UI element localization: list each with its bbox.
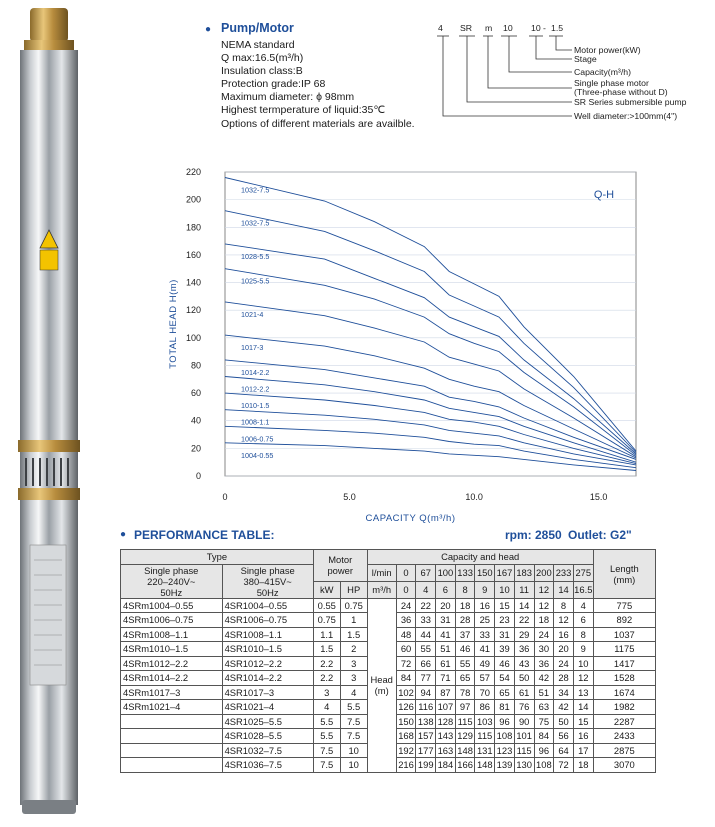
head-cell: 130 bbox=[514, 758, 534, 773]
head-label: Head (m) bbox=[367, 598, 396, 772]
y-tick-label: 20 bbox=[190, 443, 201, 454]
curve-label: 1008-1.1 bbox=[241, 417, 270, 427]
length-cell: 1528 bbox=[593, 671, 655, 686]
head-cell: 126 bbox=[396, 700, 416, 715]
head-cell: 77 bbox=[416, 671, 436, 686]
kw-cell: 1.5 bbox=[313, 642, 340, 657]
head-cell: 199 bbox=[416, 758, 436, 773]
head-cell: 94 bbox=[416, 685, 436, 700]
head-cell: 46 bbox=[455, 642, 475, 657]
head-cell: 57 bbox=[475, 671, 495, 686]
head-cell: 24 bbox=[554, 656, 574, 671]
head-cell: 65 bbox=[455, 671, 475, 686]
head-cell: 37 bbox=[455, 627, 475, 642]
three-phase-model: 4SR1025–5.5 bbox=[222, 714, 313, 729]
head-cell: 33 bbox=[475, 627, 495, 642]
spec-line: Highest termperature of liquid:35℃ bbox=[221, 104, 386, 117]
head-cell: 76 bbox=[514, 700, 534, 715]
y-axis-label: TOTAL HEAD H(m) bbox=[168, 279, 179, 369]
m3h-cell: 8 bbox=[455, 581, 475, 598]
kw-cell: 5.5 bbox=[313, 729, 340, 744]
qh-curve-chart bbox=[160, 160, 660, 530]
x-tick-label: 15.0 bbox=[589, 492, 608, 502]
head-cell: 22 bbox=[514, 613, 534, 628]
three-phase-model: 4SR1036–7.5 bbox=[222, 758, 313, 773]
head-cell: 16 bbox=[554, 627, 574, 642]
code-part: 10 bbox=[531, 23, 541, 33]
head-cell: 12 bbox=[554, 613, 574, 628]
y-tick-label: 220 bbox=[185, 167, 201, 177]
lmin-cell: 200 bbox=[534, 564, 554, 581]
head-cell: 29 bbox=[514, 627, 534, 642]
head-cell: 16 bbox=[573, 729, 593, 744]
lmin-cell: 100 bbox=[436, 564, 456, 581]
single-phase-model bbox=[121, 714, 223, 729]
length-cell: 2433 bbox=[593, 729, 655, 744]
head-cell: 17 bbox=[573, 743, 593, 758]
head-cell: 15 bbox=[573, 714, 593, 729]
code-label: Well diameter:>100mm(4") bbox=[574, 111, 678, 121]
curve-label: 1010-1.5 bbox=[241, 401, 270, 411]
head-cell: 30 bbox=[534, 642, 554, 657]
curve-label: 1032-7.5 bbox=[241, 218, 270, 228]
lmin-cell: 67 bbox=[416, 564, 436, 581]
head-cell: 64 bbox=[554, 743, 574, 758]
x-tick-label: 5.0 bbox=[343, 492, 356, 502]
head-cell: 103 bbox=[475, 714, 495, 729]
head-cell: 8 bbox=[573, 627, 593, 642]
head-cell: 115 bbox=[475, 729, 495, 744]
head-cell: 18 bbox=[534, 613, 554, 628]
head-cell: 22 bbox=[416, 598, 436, 613]
head-cell: 41 bbox=[436, 627, 456, 642]
head-cell: 28 bbox=[554, 671, 574, 686]
hp-cell: 4 bbox=[340, 685, 367, 700]
head-cell: 66 bbox=[416, 656, 436, 671]
kw-cell: 3 bbox=[313, 685, 340, 700]
code-label: Stage bbox=[574, 54, 597, 64]
three-phase-model: 4SR1006–0.75 bbox=[222, 613, 313, 628]
y-tick-label: 80 bbox=[190, 360, 201, 371]
lmin-cell: 133 bbox=[455, 564, 475, 581]
head-cell: 36 bbox=[534, 656, 554, 671]
head-cell: 49 bbox=[475, 656, 495, 671]
three-phase-model: 4SR1004–0.55 bbox=[222, 598, 313, 613]
performance-header bbox=[120, 528, 655, 546]
code-part: 10 bbox=[503, 23, 513, 33]
head-cell: 18 bbox=[573, 758, 593, 773]
y-tick-label: 140 bbox=[185, 277, 201, 288]
code-part: 4 bbox=[438, 23, 443, 33]
hp-cell: 7.5 bbox=[340, 714, 367, 729]
bullet-icon: ● bbox=[120, 529, 127, 540]
type-header: Type bbox=[121, 550, 314, 565]
head-cell: 6 bbox=[573, 613, 593, 628]
curve-label: 1032-7.5 bbox=[241, 185, 270, 195]
pump-outlet bbox=[30, 8, 68, 42]
lmin-cell: 183 bbox=[514, 564, 534, 581]
spec-title: Pump/Motor bbox=[221, 21, 294, 35]
spec-line: Options of different materials are availble. bbox=[221, 117, 415, 130]
kw-header: kW bbox=[313, 581, 340, 598]
head-cell: 51 bbox=[534, 685, 554, 700]
head-cell: 39 bbox=[495, 642, 515, 657]
head-cell: 4 bbox=[573, 598, 593, 613]
head-cell: 157 bbox=[416, 729, 436, 744]
head-cell: 55 bbox=[416, 642, 436, 657]
length-header: Length (mm) bbox=[593, 550, 655, 599]
m3h-cell: 16.5 bbox=[573, 581, 593, 598]
head-cell: 84 bbox=[396, 671, 416, 686]
head-cell: 184 bbox=[436, 758, 456, 773]
kw-cell: 7.5 bbox=[313, 758, 340, 773]
lmin-cell: 275 bbox=[573, 564, 593, 581]
single-phase-model bbox=[121, 729, 223, 744]
head-cell: 108 bbox=[534, 758, 554, 773]
head-cell: 123 bbox=[495, 743, 515, 758]
m3h-cell: 12 bbox=[534, 581, 554, 598]
head-cell: 131 bbox=[475, 743, 495, 758]
chart-title: Q-H bbox=[593, 189, 615, 201]
model-code-legend bbox=[425, 20, 715, 130]
hp-cell: 10 bbox=[340, 743, 367, 758]
spec-line: NEMA standard bbox=[221, 39, 295, 51]
m3h-cell: 14 bbox=[554, 581, 574, 598]
curve-label: 1006-0.75 bbox=[241, 434, 274, 444]
hp-cell: 1 bbox=[340, 613, 367, 628]
head-cell: 33 bbox=[416, 613, 436, 628]
performance-table-body bbox=[121, 598, 656, 772]
kw-cell: 4 bbox=[313, 700, 340, 715]
head-cell: 36 bbox=[396, 613, 416, 628]
head-cell: 31 bbox=[436, 613, 456, 628]
hp-header: HP bbox=[340, 581, 367, 598]
head-cell: 75 bbox=[534, 714, 554, 729]
head-cell: 102 bbox=[396, 685, 416, 700]
m3h-cell: 4 bbox=[416, 581, 436, 598]
hp-cell: 1.5 bbox=[340, 627, 367, 642]
head-cell: 70 bbox=[475, 685, 495, 700]
head-cell: 168 bbox=[396, 729, 416, 744]
submersible-pump-illustration bbox=[0, 0, 100, 827]
code-label: SR Series submersible pump bbox=[574, 97, 687, 107]
m3h-cell: 11 bbox=[514, 581, 534, 598]
head-cell: 86 bbox=[475, 700, 495, 715]
three-phase-model: 4SR1021–4 bbox=[222, 700, 313, 715]
head-cell: 14 bbox=[514, 598, 534, 613]
head-cell: 148 bbox=[475, 758, 495, 773]
kw-cell: 2.2 bbox=[313, 656, 340, 671]
spec-line: Insulation class:B bbox=[221, 65, 303, 78]
head-cell: 14 bbox=[573, 700, 593, 715]
length-cell: 2287 bbox=[593, 714, 655, 729]
head-cell: 87 bbox=[436, 685, 456, 700]
head-cell: 18 bbox=[455, 598, 475, 613]
head-cell: 43 bbox=[514, 656, 534, 671]
head-cell: 139 bbox=[495, 758, 515, 773]
hp-cell: 0.75 bbox=[340, 598, 367, 613]
length-cell: 775 bbox=[593, 598, 655, 613]
head-cell: 96 bbox=[534, 743, 554, 758]
head-cell: 50 bbox=[514, 671, 534, 686]
length-cell: 1175 bbox=[593, 642, 655, 657]
pump-intake-screen bbox=[20, 452, 78, 490]
head-cell: 101 bbox=[514, 729, 534, 744]
kw-cell: 5.5 bbox=[313, 714, 340, 729]
performance-table bbox=[120, 549, 656, 773]
plot-area bbox=[225, 172, 636, 476]
head-cell: 65 bbox=[495, 685, 515, 700]
head-cell: 34 bbox=[554, 685, 574, 700]
y-tick-label: 180 bbox=[185, 222, 201, 233]
code-label: (Three-phase without D) bbox=[574, 87, 668, 97]
lmin-cell: 0 bbox=[396, 564, 416, 581]
head-cell: 42 bbox=[534, 671, 554, 686]
head-cell: 25 bbox=[475, 613, 495, 628]
length-cell: 2875 bbox=[593, 743, 655, 758]
curve-label: 1014-2.2 bbox=[241, 367, 270, 377]
head-cell: 28 bbox=[455, 613, 475, 628]
curve-label: 1028-5.5 bbox=[241, 251, 270, 261]
head-cell: 72 bbox=[396, 656, 416, 671]
head-cell: 115 bbox=[514, 743, 534, 758]
spec-line: Protection grade:IP 68 bbox=[221, 78, 326, 91]
head-cell: 20 bbox=[436, 598, 456, 613]
code-part: m bbox=[485, 23, 493, 33]
head-cell: 50 bbox=[554, 714, 574, 729]
y-tick-label: 0 bbox=[195, 471, 201, 481]
performance-title: PERFORMANCE TABLE: bbox=[134, 528, 275, 542]
y-tick-label: 60 bbox=[190, 388, 201, 399]
head-cell: 177 bbox=[416, 743, 436, 758]
head-cell: 107 bbox=[436, 700, 456, 715]
head-cell: 61 bbox=[514, 685, 534, 700]
head-cell: 55 bbox=[455, 656, 475, 671]
motor-power-header: Motor power bbox=[313, 550, 367, 582]
head-cell: 148 bbox=[455, 743, 475, 758]
single-phase-model: 4SRm1010–1.5 bbox=[121, 642, 223, 657]
single-phase-model: 4SRm1008–1.1 bbox=[121, 627, 223, 642]
head-cell: 81 bbox=[495, 700, 515, 715]
head-cell: 41 bbox=[475, 642, 495, 657]
head-cell: 20 bbox=[554, 642, 574, 657]
rpm-label: rpm: 2850 bbox=[505, 528, 562, 542]
spec-line: Maximum diameter: ϕ 98mm bbox=[221, 91, 355, 104]
head-cell: 56 bbox=[554, 729, 574, 744]
head-cell: 8 bbox=[554, 598, 574, 613]
m3h-cell: 9 bbox=[475, 581, 495, 598]
single-phase-model bbox=[121, 743, 223, 758]
head-cell: 16 bbox=[475, 598, 495, 613]
code-part: SR bbox=[460, 23, 473, 33]
head-cell: 72 bbox=[554, 758, 574, 773]
head-cell: 23 bbox=[495, 613, 515, 628]
outlet-label: Outlet: G2" bbox=[568, 528, 632, 542]
three-phase-model: 4SR1032–7.5 bbox=[222, 743, 313, 758]
three-phase-model: 4SR1017–3 bbox=[222, 685, 313, 700]
single-phase-model: 4SRm1004–0.55 bbox=[121, 598, 223, 613]
head-cell: 42 bbox=[554, 700, 574, 715]
kw-cell: 1.1 bbox=[313, 627, 340, 642]
hp-cell: 3 bbox=[340, 671, 367, 686]
head-cell: 24 bbox=[534, 627, 554, 642]
head-cell: 116 bbox=[416, 700, 436, 715]
head-cell: 54 bbox=[495, 671, 515, 686]
m3h-cell: 10 bbox=[495, 581, 515, 598]
three-phase-model: 4SR1028–5.5 bbox=[222, 729, 313, 744]
lmin-header: l/min bbox=[367, 564, 396, 581]
head-cell: 84 bbox=[534, 729, 554, 744]
single-phase-header: Single phase 220–240V~ 50Hz bbox=[121, 564, 223, 598]
three-phase-model: 4SR1010–1.5 bbox=[222, 642, 313, 657]
kw-cell: 0.55 bbox=[313, 598, 340, 613]
head-cell: 143 bbox=[436, 729, 456, 744]
code-part: 1.5 bbox=[551, 23, 564, 33]
hp-cell: 5.5 bbox=[340, 700, 367, 715]
m3h-cell: 6 bbox=[436, 581, 456, 598]
head-cell: 13 bbox=[573, 685, 593, 700]
single-phase-model bbox=[121, 758, 223, 773]
head-cell: 12 bbox=[573, 671, 593, 686]
head-cell: 63 bbox=[534, 700, 554, 715]
motor-nameplate bbox=[30, 545, 66, 685]
single-phase-model: 4SRm1014–2.2 bbox=[121, 671, 223, 686]
head-cell: 61 bbox=[436, 656, 456, 671]
curve-label: 1021-4 bbox=[241, 309, 264, 319]
head-cell: 12 bbox=[534, 598, 554, 613]
head-cell: 44 bbox=[416, 627, 436, 642]
head-cell: 15 bbox=[495, 598, 515, 613]
three-phase-model: 4SR1008–1.1 bbox=[222, 627, 313, 642]
hp-cell: 3 bbox=[340, 656, 367, 671]
head-cell: 115 bbox=[455, 714, 475, 729]
single-phase-model: 4SRm1006–0.75 bbox=[121, 613, 223, 628]
head-cell: 36 bbox=[514, 642, 534, 657]
kw-cell: 7.5 bbox=[313, 743, 340, 758]
length-cell: 1037 bbox=[593, 627, 655, 642]
y-tick-label: 120 bbox=[185, 305, 201, 316]
length-cell: 3070 bbox=[593, 758, 655, 773]
m3h-cell: 0 bbox=[396, 581, 416, 598]
code-label: Single phase motor bbox=[574, 78, 649, 88]
single-phase-model: 4SRm1017–3 bbox=[121, 685, 223, 700]
three-phase-model: 4SR1012–2.2 bbox=[222, 656, 313, 671]
bullet-icon: ● bbox=[205, 24, 212, 35]
head-cell: 71 bbox=[436, 671, 456, 686]
hp-cell: 10 bbox=[340, 758, 367, 773]
head-cell: 78 bbox=[455, 685, 475, 700]
table-row bbox=[121, 598, 656, 613]
hp-cell: 7.5 bbox=[340, 729, 367, 744]
single-phase-model: 4SRm1012–2.2 bbox=[121, 656, 223, 671]
head-cell: 31 bbox=[495, 627, 515, 642]
lmin-cell: 150 bbox=[475, 564, 495, 581]
hp-cell: 2 bbox=[340, 642, 367, 657]
head-cell: 108 bbox=[495, 729, 515, 744]
curve-label: 1004-0.55 bbox=[241, 450, 274, 460]
three-phase-header: Single phase 380–415V~ 50Hz bbox=[222, 564, 313, 598]
three-phase-model: 4SR1014–2.2 bbox=[222, 671, 313, 686]
y-tick-label: 160 bbox=[185, 249, 201, 260]
head-cell: 90 bbox=[514, 714, 534, 729]
head-cell: 163 bbox=[436, 743, 456, 758]
head-cell: 96 bbox=[495, 714, 515, 729]
head-cell: 138 bbox=[416, 714, 436, 729]
x-axis-label: CAPACITY Q(m³/h) bbox=[365, 513, 456, 524]
head-cell: 60 bbox=[396, 642, 416, 657]
length-cell: 1674 bbox=[593, 685, 655, 700]
x-tick-label: 10.0 bbox=[465, 492, 483, 502]
head-cell: 48 bbox=[396, 627, 416, 642]
x-tick-label: 0 bbox=[222, 492, 228, 502]
kw-cell: 0.75 bbox=[313, 613, 340, 628]
head-cell: 10 bbox=[573, 656, 593, 671]
lmin-cell: 233 bbox=[554, 564, 574, 581]
head-cell: 192 bbox=[396, 743, 416, 758]
kw-cell: 2.2 bbox=[313, 671, 340, 686]
y-tick-label: 100 bbox=[185, 332, 201, 343]
head-cell: 9 bbox=[573, 642, 593, 657]
curve-label: 1012-2.2 bbox=[241, 384, 270, 394]
m3h-header: m³/h bbox=[367, 581, 396, 598]
code-label: Capacity(m³/h) bbox=[574, 67, 631, 77]
head-cell: 24 bbox=[396, 598, 416, 613]
code-part: - bbox=[543, 23, 546, 33]
head-cell: 150 bbox=[396, 714, 416, 729]
y-tick-label: 200 bbox=[185, 194, 201, 205]
capacity-head-header: Capacity and head bbox=[367, 550, 593, 565]
length-cell: 1982 bbox=[593, 700, 655, 715]
head-cell: 166 bbox=[455, 758, 475, 773]
y-tick-label: 40 bbox=[190, 415, 201, 426]
head-cell: 97 bbox=[455, 700, 475, 715]
spec-line: Q max:16.5(m³/h) bbox=[221, 52, 304, 65]
curve-label: 1025-5.5 bbox=[241, 276, 270, 286]
curve-label: 1017-3 bbox=[241, 343, 264, 353]
head-cell: 216 bbox=[396, 758, 416, 773]
head-cell: 129 bbox=[455, 729, 475, 744]
single-phase-model: 4SRm1021–4 bbox=[121, 700, 223, 715]
head-cell: 46 bbox=[495, 656, 515, 671]
length-cell: 892 bbox=[593, 613, 655, 628]
head-cell: 128 bbox=[436, 714, 456, 729]
code-label: Motor power(kW) bbox=[574, 45, 641, 55]
head-cell: 51 bbox=[436, 642, 456, 657]
length-cell: 1417 bbox=[593, 656, 655, 671]
lmin-cell: 167 bbox=[495, 564, 515, 581]
